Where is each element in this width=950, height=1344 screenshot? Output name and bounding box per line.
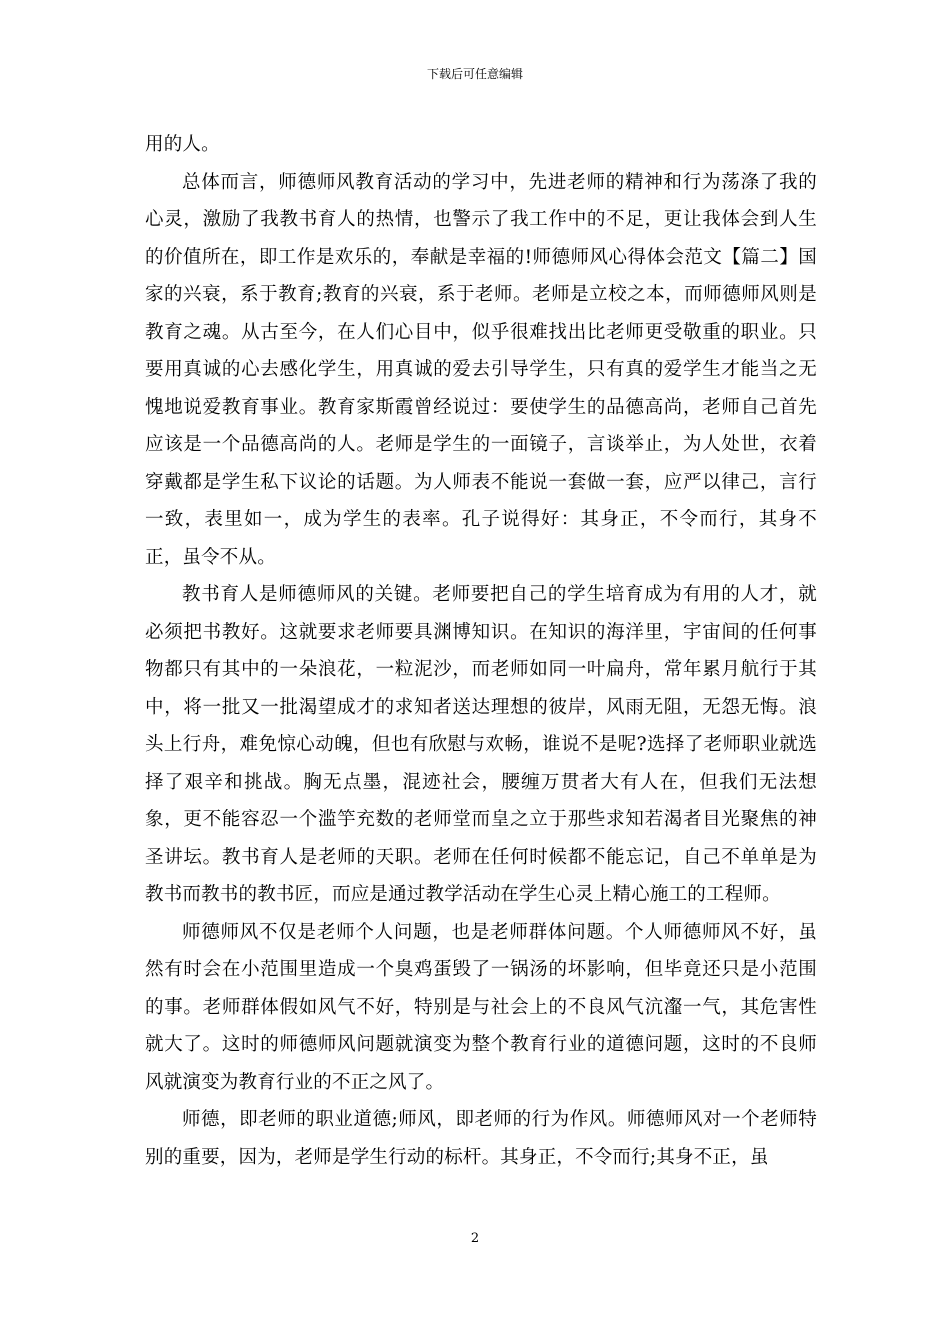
paragraph-continuation: 用的人。 bbox=[145, 134, 220, 155]
paragraph-teaching: 教书育人是师德师风的关键。老师要把自己的学生培育成为有用的人才，就必须把书教好。这就要求老师要具渊博知识。在知识的海洋里，宇宙间的任何事物都只有其中的一朵浪花，一粒泥沙，而老师如同一叶扁舟，常年累月航行于其中，将一批又一批渴望成才的求知者送达理想的彼岸，风雨无阻，无怨无悔。浪头上行舟，难免惊心动魄，但也有欣慰与欢畅，谁说不是呢?选择了老师职业就选择了艰辛和挑战。胸无点墨，混迹社会，腰缠万贯者大有人在，但我们无法想象，更不能容忍一个滥竽充数的老师堂而皇之立于那些求知若渴者目光聚焦的神圣讲坛。教书育人是老师的天职。老师在任何时候都不能忘记，自己不单单是为教书而教书的教书匠，而应是通过教学活动在学生心灵上精心施工的工程师。 bbox=[145, 584, 817, 905]
paragraph-group-issue: 师德师风不仅是老师个人问题，也是老师群体问题。个人师德师风不好，虽然有时会在小范围里造成一个臭鸡蛋毁了一锅汤的坏影响，但毕竟还只是小范围的事。老师群体假如风气不好，特别是与社会上的不良风气沆瀣一气，其危害性就大了。这时的师德师风问题就演变为整个教育行业的道德问题，这时的不良师风就演变为教育行业的不正之风了。 bbox=[145, 921, 817, 1093]
paragraph-definition: 师德，即老师的职业道德;师风，即老师的行为作风。师德师风对一个老师特别的重要，因为，老师是学生行动的标杆。其身正，不令而行;其身不正，虽 bbox=[145, 1109, 817, 1168]
page-number: 2 bbox=[470, 1231, 480, 1246]
page-header: 下载后可任意编辑 bbox=[426, 67, 523, 81]
document-body bbox=[145, 126, 817, 1176]
paragraph-summary: 总体而言，师德师风教育活动的学习中，先进老师的精神和行为荡涤了我的心灵，激励了我教书育人的热情，也警示了我工作中的不足，更让我体会到人生的价值所在，即工作是欢乐的，奉献是幸福的!师德师风心得体会范文【篇二】国家的兴衰，系于教育;教育的兴衰，系于老师。老师是立校之本，而师德师风则是教育之魂。从古至今，在人们心目中，似乎很难找出比老师更受敬重的职业。只要用真诚的心去感化学生，用真诚的爱去引导学生，只有真的爱学生才能当之无愧地说爱教育事业。教育家斯霞曾经说过：要使学生的品德高尚，老师自己首先应该是一个品德高尚的人。老师是学生的一面镜子，言谈举止，为人处世，衣着穿戴都是学生私下议论的话题。为人师表不能说一套做一套，应严以律己，言行一致，表里如一，成为学生的表率。孔子说得好：其身正，不令而行，其身不正，虽令不从。 bbox=[145, 171, 817, 568]
